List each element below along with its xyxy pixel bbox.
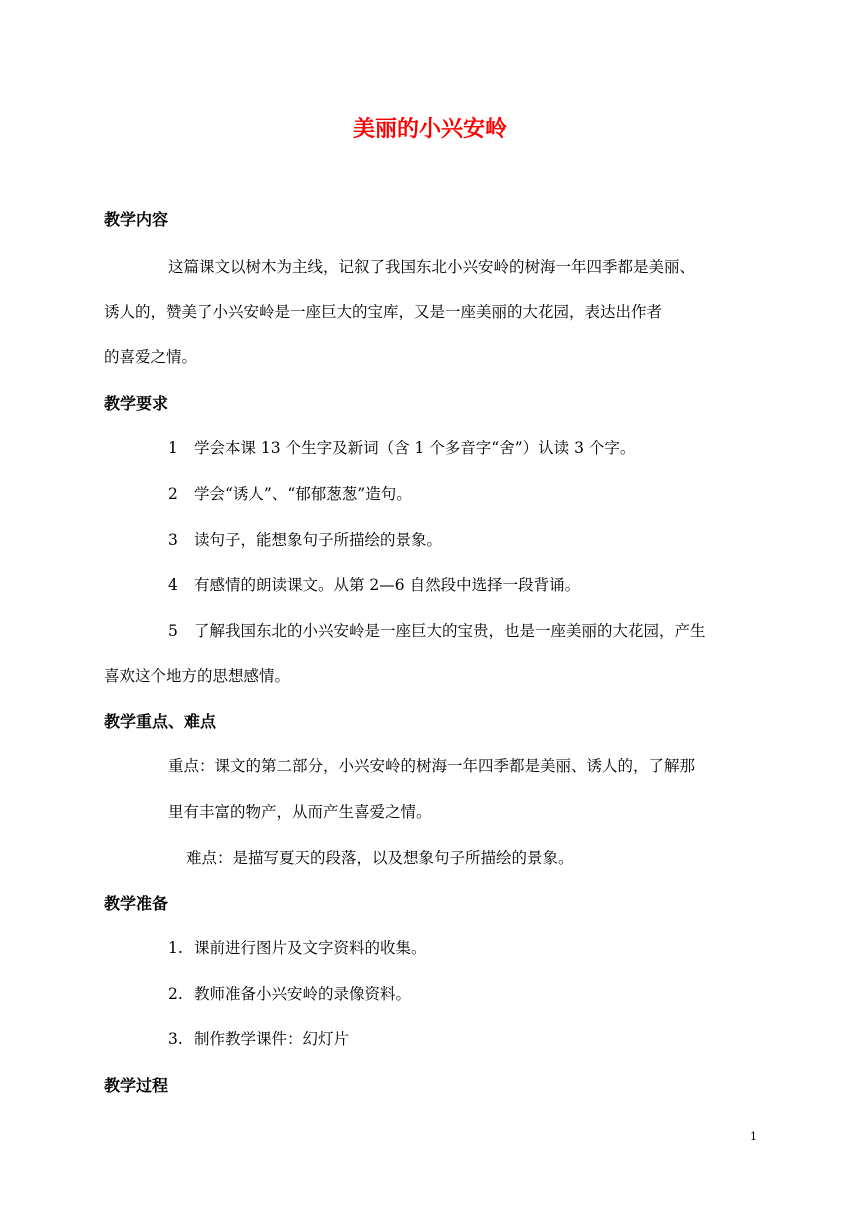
preparation-text: 课前进行图片及文字资料的收集。 xyxy=(194,939,427,957)
requirement-item-3 xyxy=(168,528,442,550)
requirement-item-4 xyxy=(168,573,580,595)
requirement-continuation: 喜欢这个地方的思想感情。 xyxy=(104,667,291,685)
preparation-item-3 xyxy=(168,1027,349,1049)
requirement-text: 读句子，能想象句子所描绘的景象。 xyxy=(194,531,443,549)
preparation-num: 2. xyxy=(168,985,183,1003)
content-line-3: 的喜爱之情。 xyxy=(104,348,198,366)
requirement-num: 5 xyxy=(168,622,178,640)
requirement-item-5 xyxy=(168,619,706,641)
preparation-text: 制作教学课件：幻灯片 xyxy=(194,1030,350,1048)
focus-line-2: 里有丰富的物产，从而产生喜爱之情。 xyxy=(168,803,432,821)
heading-process: 教学过程 xyxy=(104,1076,169,1095)
requirement-num: 1 xyxy=(168,439,178,457)
focus-line-1: 重点：课文的第二部分，小兴安岭的树海一年四季都是美丽、诱人的，了解那 xyxy=(168,757,696,775)
document-title: 美丽的小兴安岭 xyxy=(352,117,507,142)
requirement-num: 3 xyxy=(168,531,178,549)
requirement-text: 有感情的朗读课文。从第 2—6 自然段中选择一段背诵。 xyxy=(194,576,581,594)
requirement-text: 学会“诱人”、“郁郁葱葱”造句。 xyxy=(194,485,412,503)
preparation-text: 教师准备小兴安岭的录像资料。 xyxy=(194,985,412,1003)
preparation-item-1 xyxy=(168,936,427,958)
requirement-item-1 xyxy=(168,436,635,458)
preparation-num: 3. xyxy=(168,1030,183,1048)
page-number: 1 xyxy=(750,1130,757,1143)
preparation-num: 1. xyxy=(168,939,183,957)
content-line-1: 这篇课文以树木为主线，记叙了我国东北小兴安岭的树海一年四季都是美丽、 xyxy=(168,258,696,276)
heading-preparation: 教学准备 xyxy=(104,894,169,913)
requirement-num: 4 xyxy=(168,576,178,594)
heading-content: 教学内容 xyxy=(104,210,169,229)
requirement-num: 2 xyxy=(168,485,178,503)
requirement-text: 学会本课 13 个生字及新词（含 1 个多音字“舍”）认读 3 个字。 xyxy=(194,439,636,457)
preparation-item-2 xyxy=(168,982,411,1004)
heading-requirements: 教学要求 xyxy=(104,394,169,413)
content-line-2: 诱人的，赞美了小兴安岭是一座巨大的宝库，又是一座美丽的大花园，表达出作者 xyxy=(104,303,663,321)
requirement-item-2 xyxy=(168,482,412,504)
requirement-text: 了解我国东北的小兴安岭是一座巨大的宝贵，也是一座美丽的大花园，产生 xyxy=(194,622,706,640)
difficulty-line: 难点：是描写夏天的段落，以及想象句子所描绘的景象。 xyxy=(186,849,574,867)
heading-key-points: 教学重点、难点 xyxy=(104,712,217,731)
